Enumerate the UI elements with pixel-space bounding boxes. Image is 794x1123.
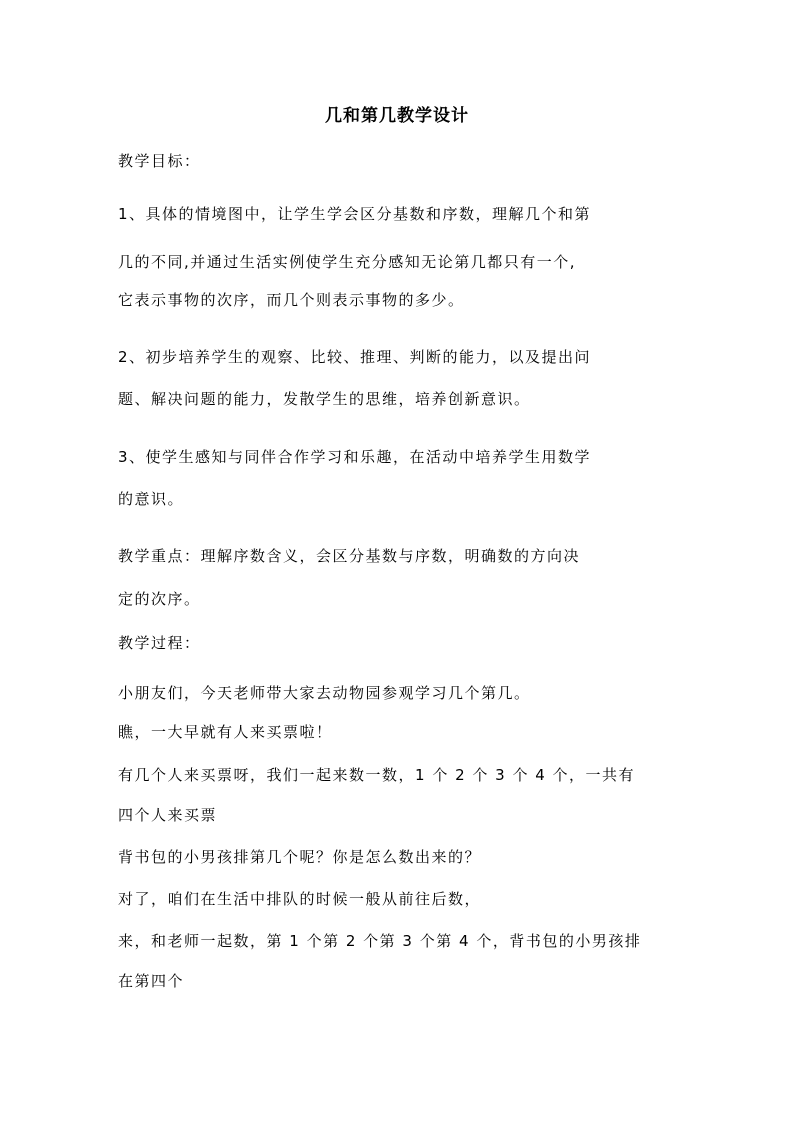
paragraph-line: 在第四个	[118, 972, 185, 990]
paragraph-line: 四个人来买票	[118, 806, 218, 824]
paragraph-line: 对了，咱们在生活中排队的时候一般从前往后数，	[118, 890, 482, 908]
section-heading-process: 教学过程：	[118, 634, 201, 652]
paragraph-line: 教学重点：理解序数含义，会区分基数与序数，明确数的方向决	[118, 547, 581, 565]
paragraph-line: 定的次序。	[118, 590, 201, 608]
paragraph-line: 的意识。	[118, 490, 185, 508]
paragraph-line: 它表示事物的次序，而几个则表示事物的多少。	[118, 291, 465, 309]
paragraph-line: 来，和老师一起数，第 1 个第 2 个第 3 个第 4 个，背书包的小男孩排	[118, 932, 642, 950]
paragraph-line: 瞧，一大早就有人来买票啦！	[118, 723, 333, 741]
paragraph-line: 2、初步培养学生的观察、比较、推理、判断的能力，以及提出问	[118, 348, 592, 366]
paragraph-line: 背书包的小男孩排第几个呢？你是怎么数出来的？	[118, 848, 482, 866]
paragraph-line: 小朋友们，今天老师带大家去动物园参观学习几个第几。	[118, 684, 531, 702]
paragraph-line: 题、解决问题的能力，发散学生的思维，培养创新意识。	[118, 390, 531, 408]
document-title: 几和第几教学设计	[325, 106, 469, 126]
paragraph-line: 几的不同,并通过生活实例使学生充分感知无论第几都只有一个,	[118, 253, 577, 271]
paragraph-line: 3、使学生感知与同伴合作学习和乐趣，在活动中培养学生用数学	[118, 448, 592, 466]
paragraph-line: 有几个人来买票呀，我们一起来数一数，1 个 2 个 3 个 4 个，一共有	[118, 766, 636, 784]
section-heading-objectives: 教学目标：	[118, 152, 201, 170]
paragraph-line: 1、具体的情境图中，让学生学会区分基数和序数，理解几个和第	[118, 205, 592, 223]
